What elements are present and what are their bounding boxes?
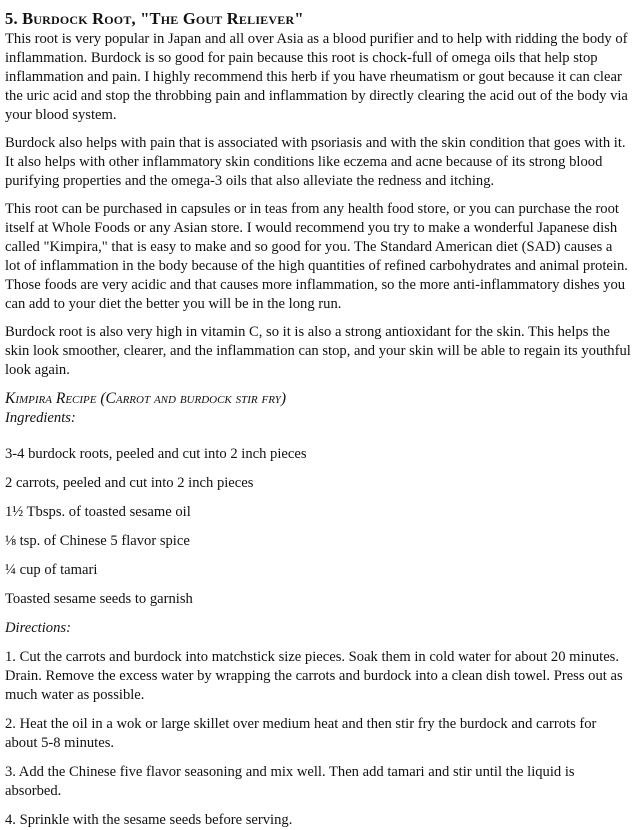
paragraph-vitamin-c: Burdock root is also very high in vitamin C, so it is also a strong antioxidant for the skin. This helps the skin look smoother, clearer, and the inflammation can stop, and your skin will be able to regain its youthful look again. xyxy=(5,324,631,378)
direction-step: 2. Heat the oil in a wok or large skillet over medium heat and then stir fry the burdock and carrots for about 5-8 minutes. xyxy=(5,716,597,751)
paragraph-intro: This root is very popular in Japan and all over Asia as a blood purifier and to help with ridding the body of inflammation. Burdock is so good for pain because this root is chock-full of omega oils that help stop inflammation and pain. I highly recommend this herb if you have rheumatism or gout because it can clear the uric acid and stop the throbbing pain and inflammation by directly clearing the acid out of the body via your blood system. xyxy=(5,31,628,123)
document-page xyxy=(5,8,631,830)
section-title: 5. Burdock Root, "The Gout Reliever" xyxy=(5,9,304,28)
ingredients-list xyxy=(5,445,631,609)
direction-step: 3. Add the Chinese five flavor seasoning and mix well. Then add tamari and stir until the liquid is absorbed. xyxy=(5,764,575,799)
ingredient-item: 3-4 burdock roots, peeled and cut into 2 inch pieces xyxy=(5,446,307,462)
ingredient-item: Toasted sesame seeds to garnish xyxy=(5,591,193,607)
directions-label: Directions: xyxy=(5,620,71,636)
direction-step: 4. Sprinkle with the sesame seeds before serving. xyxy=(5,812,293,828)
directions-section xyxy=(5,619,631,830)
paragraph-psoriasis: Burdock also helps with pain that is associated with psoriasis and with the skin condition that goes with it. It also helps with other inflammatory skin conditions like eczema and acne because of its strong blood purifying properties and the omega-3 oils that also alleviate the redness and itching. xyxy=(5,135,626,189)
recipe-heading: Kimpira Recipe (Carrot and burdock stir fry) xyxy=(5,390,287,407)
ingredients-label: Ingredients: xyxy=(5,410,76,426)
ingredient-item: ¼ cup of tamari xyxy=(5,562,98,578)
ingredient-item: 2 carrots, peeled and cut into 2 inch pieces xyxy=(5,475,254,491)
ingredient-item: ⅛ tsp. of Chinese 5 flavor spice xyxy=(5,533,190,549)
direction-step: 1. Cut the carrots and burdock into matchstick size pieces. Soak them in cold water for about 20 minutes. Drain. Remove the excess water by wrapping the carrots and burdock into a clean dish towel. Press out as much water as possible. xyxy=(5,649,623,703)
ingredient-item: 1½ Tbsps. of toasted sesame oil xyxy=(5,504,191,520)
paragraph-purchase: This root can be purchased in capsules or in teas from any health food store, or you can purchase the root itself at Whole Foods or any Asian store. I would recommend you try to make a wonderful Japanese dish called "Kimpira," that is easy to make and so good for you. The Standard American diet (SAD) causes a lot of inflammation in the body because of the high quantities of refined carbohydrates and animal protein. Those foods are very acidic and that causes more inflammation, so the more anti-inflammatory dishes you can add to your diet the better you will be in the long run. xyxy=(5,201,628,312)
